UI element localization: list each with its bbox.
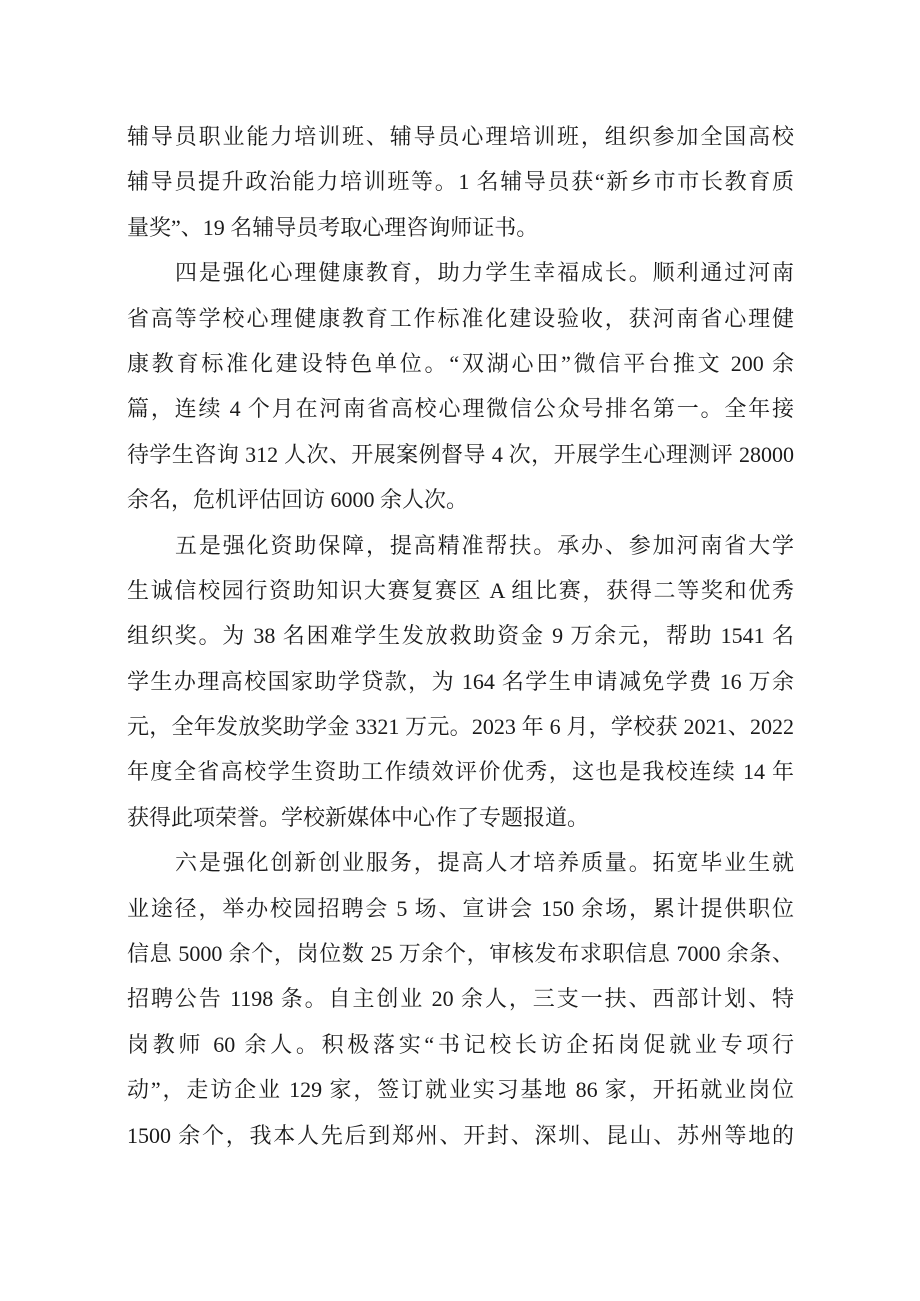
text-line: 年度全省高校学生资助工作绩效评价优秀，这也是我校连续 14 年 — [127, 759, 794, 785]
text-line: 岗教师 60 余人。积极落实“书记校长访企拓岗促就业专项行 — [127, 1031, 794, 1057]
text-line: 组织奖。为 38 名困难学生发放救助资金 9 万余元，帮助 1541 名 — [127, 623, 794, 649]
text-line: 余名，危机评估回访 6000 余人次。 — [127, 487, 469, 513]
text-line: 1500 余个，我本人先后到郑州、开封、深圳、昆山、苏州等地的 — [127, 1122, 794, 1148]
text-line: 篇，连续 4 个月在河南省高校心理微信公众号排名第一。全年接 — [127, 396, 794, 422]
text-line: 量奖”、19 名辅导员考取心理咨询师证书。 — [127, 214, 539, 240]
document-body — [127, 114, 794, 1158]
text-line: 动”，走访企业 129 家，签订就业实习基地 86 家，开拓就业岗位 — [127, 1077, 794, 1103]
text-line: 辅导员职业能力培训班、辅导员心理培训班，组织参加全国高校 — [127, 124, 794, 149]
text-line: 信息 5000 余个，岗位数 25 万余个，审核发布求职信息 7000 余条、 — [127, 941, 794, 967]
text-line: 康教育标准化建设特色单位。“双湖心田”微信平台推文 200 余 — [127, 350, 794, 376]
paragraph-counselor-training — [127, 114, 794, 250]
text-line: 待学生咨询 312 人次、开展案例督导 4 次，开展学生心理测评 28000 — [127, 441, 794, 467]
text-line: 六是强化创新创业服务，提高人才培养质量。拓宽毕业生就 — [175, 850, 794, 876]
text-line: 生诚信校园行资助知识大赛复赛区 A 组比赛，获得二等奖和优秀 — [127, 577, 794, 603]
paragraph-mental-health — [127, 250, 794, 522]
text-line: 四是强化心理健康教育，助力学生幸福成长。顺利通过河南 — [175, 260, 794, 286]
paragraph-financial-aid — [127, 523, 794, 841]
text-line: 元，全年发放奖助学金 3321 万元。2023 年 6 月，学校获 2021、2022 — [127, 714, 794, 740]
text-line: 学生办理高校国家助学贷款，为 164 名学生申请减免学费 16 万余 — [127, 668, 794, 694]
text-line: 获得此项荣誉。学校新媒体中心作了专题报道。 — [127, 804, 590, 830]
text-line: 业途径，举办校园招聘会 5 场、宣讲会 150 余场，累计提供职位 — [127, 895, 794, 921]
text-line: 招聘公告 1198 条。自主创业 20 余人，三支一扶、西部计划、特 — [127, 986, 794, 1012]
text-line: 辅导员提升政治能力培训班等。1 名辅导员获“新乡市市长教育质 — [127, 169, 794, 195]
text-line: 省高等学校心理健康教育工作标准化建设验收，获河南省心理健 — [127, 305, 794, 331]
text-line: 五是强化资助保障，提高精准帮扶。承办、参加河南省大学 — [175, 532, 794, 558]
paragraph-employment — [127, 840, 794, 1158]
